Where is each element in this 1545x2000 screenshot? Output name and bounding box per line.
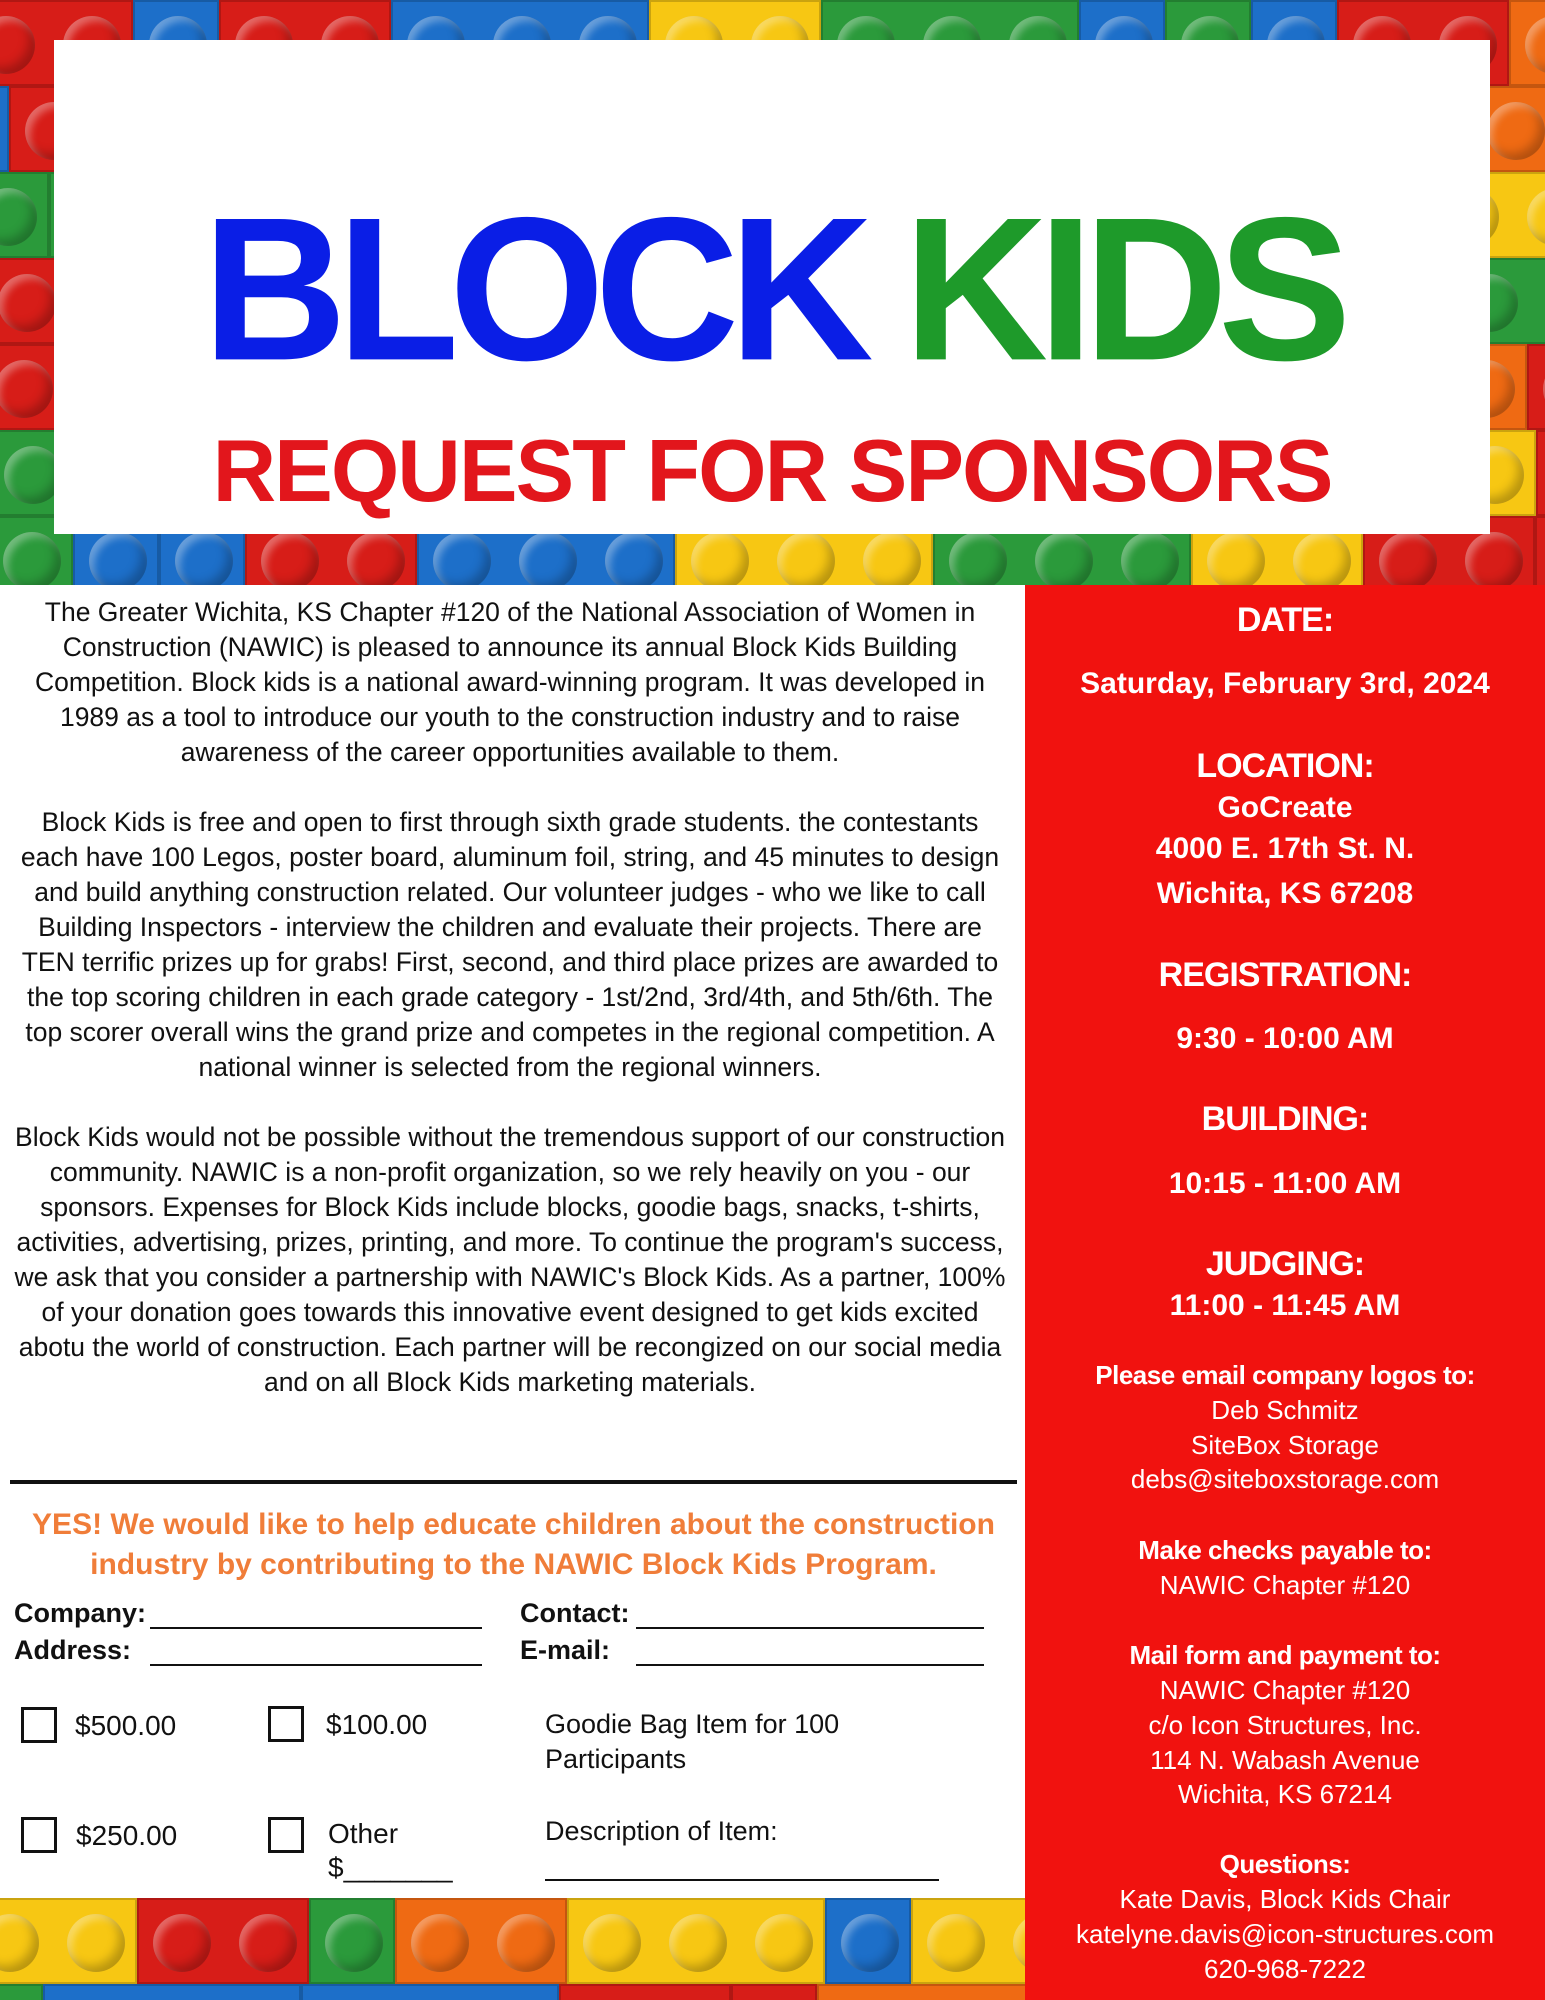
mail-line-2: c/o Icon Structures, Inc.	[1148, 1710, 1422, 1740]
option-500-label: $500.00	[75, 1710, 177, 1741]
questions-heading: Questions:	[1219, 1849, 1351, 1879]
description-field[interactable]	[545, 1879, 939, 1881]
lego-brick	[0, 1898, 137, 1984]
lego-stud	[777, 532, 835, 585]
lego-stud	[691, 532, 749, 585]
option-100-label: $100.00	[326, 1709, 428, 1740]
registration-heading: REGISTRATION:	[1158, 956, 1412, 994]
lego-stud	[497, 1914, 555, 1972]
judging-value: 11:00 - 11:45 AM	[1169, 1289, 1401, 1322]
logos-heading: Please email company logos to:	[1095, 1360, 1475, 1390]
lego-brick	[911, 1898, 1025, 1984]
lego-brick	[1527, 344, 1545, 430]
questions-contact-name: Kate Davis, Block Kids Chair	[1119, 1884, 1451, 1914]
goodie-bag-label: Goodie Bag Item for 100 Participants	[545, 1709, 840, 1774]
logos-company: SiteBox Storage	[1191, 1430, 1379, 1460]
lego-stud	[325, 1914, 383, 1972]
lego-stud	[1035, 532, 1093, 585]
mail-heading: Mail form and payment to:	[1129, 1640, 1441, 1670]
lego-stud	[1487, 102, 1545, 160]
lego-stud	[1013, 1914, 1025, 1972]
sponsor-call-to-action: YES! We would like to help educate children about the construction industry by contributing to the NAWIC Block Kids Program.	[32, 1508, 995, 1581]
mail-line-3: 114 N. Wabash Avenue	[1150, 1745, 1420, 1775]
mail-line-4: Wichita, KS 67214	[1178, 1779, 1392, 1809]
lego-brick	[567, 1898, 825, 1984]
lego-brick	[0, 86, 9, 172]
lego-brick	[1509, 0, 1545, 86]
lego-stud	[841, 1914, 899, 1972]
lego-brick	[309, 1898, 395, 1984]
lego-stud	[175, 532, 233, 585]
lego-stud	[1527, 188, 1545, 246]
lego-stud	[3, 532, 61, 585]
lego-stud	[89, 532, 147, 585]
email-label: E-mail:	[520, 1635, 611, 1665]
checkbox-250[interactable]	[21, 1817, 57, 1853]
body-text	[10, 595, 1010, 1435]
header-panel	[54, 40, 1490, 534]
location-heading: LOCATION:	[1196, 747, 1374, 785]
date-heading: DATE:	[1236, 601, 1334, 639]
lego-brick	[395, 1898, 567, 1984]
lego-stud	[1525, 16, 1545, 74]
lego-stud	[0, 360, 53, 418]
lego-stud	[519, 532, 577, 585]
location-line-2: 4000 E. 17th St. N.	[1155, 832, 1415, 865]
section-divider	[10, 1480, 1017, 1484]
lego-stud	[0, 1914, 39, 1972]
option-other-amount-field[interactable]: $_______	[328, 1852, 453, 1883]
building-heading: BUILDING:	[1201, 1100, 1369, 1138]
lego-stud	[669, 1914, 727, 1972]
description-label: Description of Item:	[545, 1816, 778, 1846]
lego-brick	[1535, 516, 1545, 585]
questions-phone: 620-968-7222	[1204, 1954, 1366, 1984]
lego-brick	[301, 1984, 559, 2000]
lego-brick	[0, 172, 49, 258]
questions-email-link[interactable]: katelyne.davis@icon-structures.com	[1076, 1919, 1494, 1949]
checks-payee: NAWIC Chapter #120	[1159, 1570, 1411, 1600]
option-250-label: $250.00	[76, 1820, 178, 1851]
lego-stud	[0, 16, 35, 74]
lego-brick	[731, 1984, 817, 2000]
lego-brick	[0, 1984, 43, 2000]
lego-stud	[1293, 532, 1351, 585]
judging-heading: JUDGING:	[1205, 1245, 1365, 1283]
paragraph-sponsorship: Block Kids would not be possible without the tremendous support of our construction community. NAWIC is a non-profit organization, so we rely heavily on you - our sponsors. Expenses for Block Kids include blocks, goodie bags, snacks, t-shirts, activities, advertising, prizes, printing, and more. To continue the program's success, we ask that you consider a partnership with NAWIC's Block Kids. As a partner, 100% of your donation goes towards this innovative event designed to get kids excited abotu the world of construction. Each partner will be recongized on our social media and on all Block Kids marketing materials.	[14, 1122, 1006, 1397]
company-field[interactable]	[150, 1627, 482, 1629]
address-field[interactable]	[150, 1664, 482, 1666]
lego-stud	[153, 1914, 211, 1972]
page-title	[54, 175, 1490, 404]
lego-stud	[347, 532, 405, 585]
lego-stud	[863, 532, 921, 585]
title-block-word: BLOCK	[202, 175, 864, 404]
date-value: Saturday, February 3rd, 2024	[1080, 667, 1490, 700]
company-label: Company:	[14, 1598, 147, 1628]
email-field[interactable]	[636, 1664, 984, 1666]
title-kids-word: KIDS	[903, 175, 1342, 404]
option-other-label: Other	[328, 1818, 399, 1849]
lego-stud	[411, 1914, 469, 1972]
lego-stud	[583, 1914, 641, 1972]
paragraph-intro: The Greater Wichita, KS Chapter #120 of the National Association of Women in Construction (NAWIC) is pleased to announce its annual Block Kids Building Competition. Block kids is a national award-winning program. It was developed in 1989 as a tool to introduce our youth to the construction industry and to raise awareness of the career opportunities available to them.	[34, 597, 986, 767]
page-subtitle: REQUEST FOR SPONSORS	[212, 421, 1332, 520]
contact-field[interactable]	[636, 1627, 984, 1629]
logos-contact-name: Deb Schmitz	[1211, 1395, 1359, 1425]
lego-stud	[261, 532, 319, 585]
lego-stud	[927, 1914, 985, 1972]
lego-stud	[949, 532, 1007, 585]
lego-stud	[605, 532, 663, 585]
lego-brick	[559, 1984, 731, 2000]
logos-email-link[interactable]: debs@siteboxstorage.com	[1130, 1464, 1440, 1494]
location-line-3: Wichita, KS 67208	[1156, 877, 1414, 910]
lego-brick	[817, 1984, 1025, 2000]
event-info-sidebar	[1025, 585, 1545, 2000]
checkbox-other[interactable]	[268, 1817, 304, 1853]
registration-value: 9:30 - 10:00 AM	[1176, 1022, 1394, 1055]
lego-stud	[1379, 532, 1437, 585]
address-label: Address:	[14, 1635, 132, 1665]
lego-brick	[1536, 430, 1545, 516]
checkbox-500[interactable]	[21, 1707, 57, 1743]
lego-brick	[137, 1898, 309, 1984]
contact-label: Contact:	[520, 1598, 630, 1628]
lego-brick	[825, 1898, 911, 1984]
mail-line-1: NAWIC Chapter #120	[1159, 1675, 1411, 1705]
lego-brick	[43, 1984, 301, 2000]
lego-stud	[755, 1914, 813, 1972]
lego-stud	[67, 1914, 125, 1972]
lego-stud	[1465, 532, 1523, 585]
location-line-1: GoCreate	[1217, 791, 1353, 824]
lego-stud	[0, 188, 37, 246]
checkbox-100[interactable]	[268, 1706, 304, 1742]
lego-background-bottom	[0, 1898, 1025, 2000]
paragraph-rules: Block Kids is free and open to first through sixth grade students. the contestants each have 100 Legos, poster board, aluminum foil, string, and 45 minutes to design and build anything construction related. Our volunteer judges - who we like to call Building Inspectors - interview the children and evaluate their projects. There are TEN terrific prizes up for grabs! First, second, and third place prizes are awarded to the top scoring children in each grade category - 1st/2nd, 3rd/4th, and 5th/6th. The top scorer overall wins the grand prize and competes in the regional competition. A national winner is selected from the regional winners.	[20, 807, 1000, 1082]
lego-stud	[1207, 532, 1265, 585]
lego-stud	[433, 532, 491, 585]
building-value: 10:15 - 11:00 AM	[1168, 1167, 1402, 1200]
lego-stud	[239, 1914, 297, 1972]
checks-heading: Make checks payable to:	[1138, 1535, 1432, 1565]
lego-stud	[0, 274, 56, 332]
lego-stud	[1121, 532, 1179, 585]
